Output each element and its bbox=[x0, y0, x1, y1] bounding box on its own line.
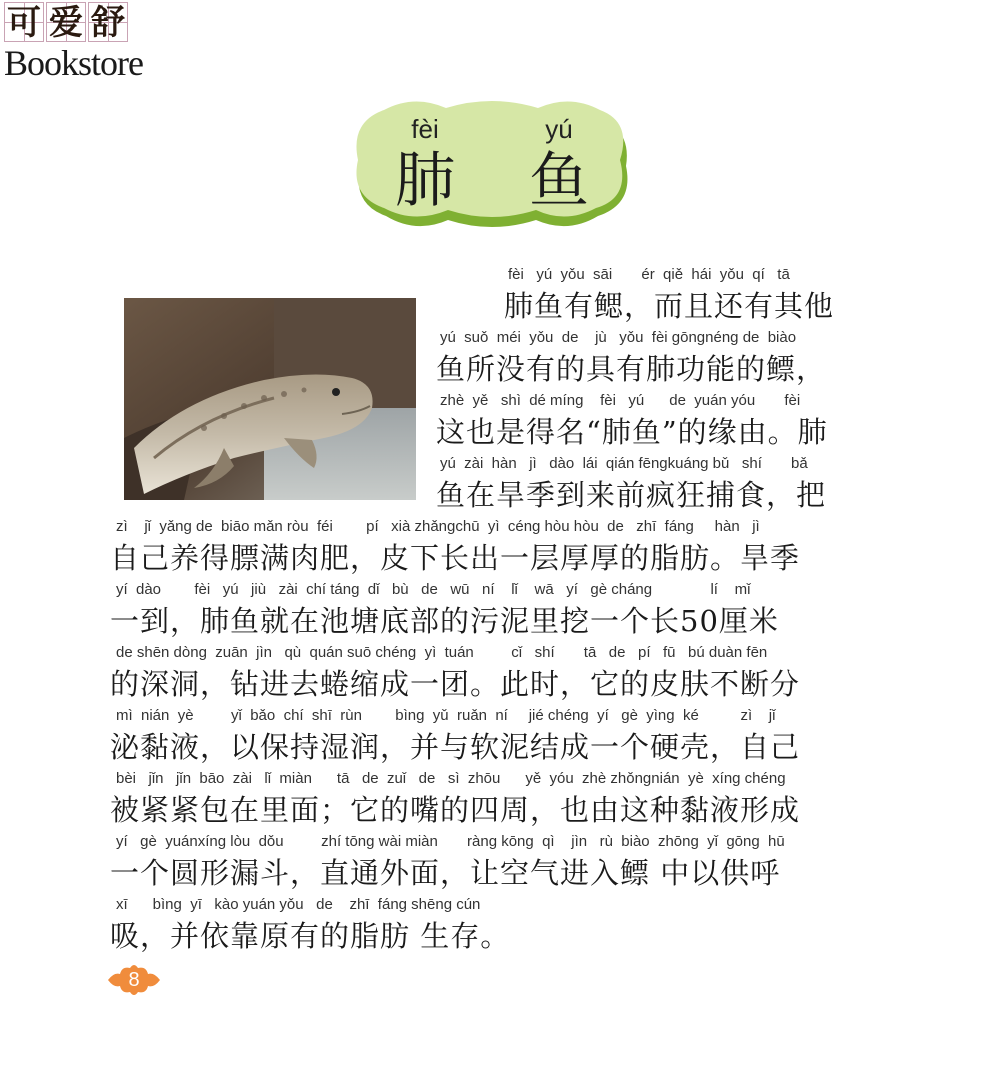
logo-chinese bbox=[4, 2, 130, 42]
pinyin-row: zì jǐ yǎng de biāo mǎn ròu féi pí xià zhǎngchū yì céng hòu hòu de zhī fáng hàn jì bbox=[116, 518, 760, 535]
title-pinyin-2: yú bbox=[545, 114, 573, 144]
pinyin-row: fèi yú yǒu sāi ér qiě hái yǒu qí tā bbox=[508, 266, 790, 283]
pinyin-row: de shēn dòng zuān jìn qù quán suō chéng yì tuán cǐ shí tā de pí fū bú duàn fēn bbox=[116, 644, 768, 661]
hanzi-row: 鱼所没有的具有肺功能的鳔， bbox=[436, 352, 827, 386]
hanzi-row: 一个圆形漏斗，直通外面，让空气进入鳔 中以供呼 bbox=[110, 856, 781, 890]
hanzi-row: 肺鱼有鳃，而且还有其他 bbox=[504, 289, 835, 323]
page-number-badge bbox=[104, 960, 164, 1000]
hanzi-row: 的深洞，钻进去蜷缩成一团。此时，它的皮肤不断分 bbox=[110, 667, 801, 701]
pinyin-row: zhè yě shì dé míng fèi yú de yuán yóu fèi bbox=[440, 392, 801, 409]
logo-text: Bookstore bbox=[4, 43, 143, 83]
hanzi-row: 泌黏液，以保持湿润，并与软泥结成一个硬壳，自己 bbox=[110, 730, 801, 764]
pinyin-row: yí gè yuánxíng lòu dǒu zhí tōng wài miàn ràng kōng qì jìn rù biào zhōng yǐ gōng hū bbox=[116, 833, 785, 850]
hanzi-row: 被紧紧包在里面；它的嘴的四周，也由这种黏液形成 bbox=[110, 793, 801, 827]
title-char-1: 肺 bbox=[395, 146, 455, 216]
title-char-2: 鱼 bbox=[529, 146, 589, 216]
hanzi-row: 鱼在旱季到来前疯狂捕食，把 bbox=[436, 478, 827, 512]
title-badge bbox=[348, 100, 636, 234]
pinyin-row: bèi jǐn jǐn bāo zài lǐ miàn tā de zuǐ de sì zhōu yě yóu zhè zhǒngnián yè xíng chéng bbox=[116, 770, 786, 787]
pinyin-row: yú suǒ méi yǒu de jù yǒu fèi gōngnéng de biào bbox=[440, 329, 797, 346]
lungfish-image bbox=[124, 298, 416, 500]
bookstore-logo bbox=[4, 0, 143, 84]
pinyin-row: yí dào fèi yú jiù zài chí táng dǐ bù de wū ní lǐ wā yí gè cháng lí mǐ bbox=[116, 581, 751, 598]
logo-char: 舒 bbox=[88, 2, 128, 42]
pinyin-row: xī bìng yī kào yuán yǒu de zhī fáng shēng cún bbox=[116, 896, 481, 913]
logo-char: 可 bbox=[4, 2, 44, 42]
hanzi-row: 吸，并依靠原有的脂肪 生存。 bbox=[110, 919, 511, 953]
hanzi-row: 这也是得名“肺鱼”的缘由。肺 bbox=[436, 415, 828, 449]
page-number: 8 bbox=[128, 969, 140, 991]
hanzi-row: 一到，肺鱼就在池塘底部的污泥里挖一个长50厘米 bbox=[110, 604, 779, 638]
logo-char: 爱 bbox=[46, 2, 86, 42]
lungfish-photo bbox=[124, 298, 416, 500]
title-pinyin-1: fèi bbox=[411, 114, 439, 144]
pinyin-row: yú zài hàn jì dào lái qián fēngkuáng bǔ shí bǎ bbox=[440, 455, 808, 472]
hanzi-row: 自己养得膘满肉肥，皮下长出一层厚厚的脂肪。旱季 bbox=[110, 541, 801, 575]
pinyin-row: mì nián yè yǐ bǎo chí shī rùn bìng yǔ ruǎn ní jié chéng yí gè yìng ké zì jǐ bbox=[116, 707, 776, 724]
